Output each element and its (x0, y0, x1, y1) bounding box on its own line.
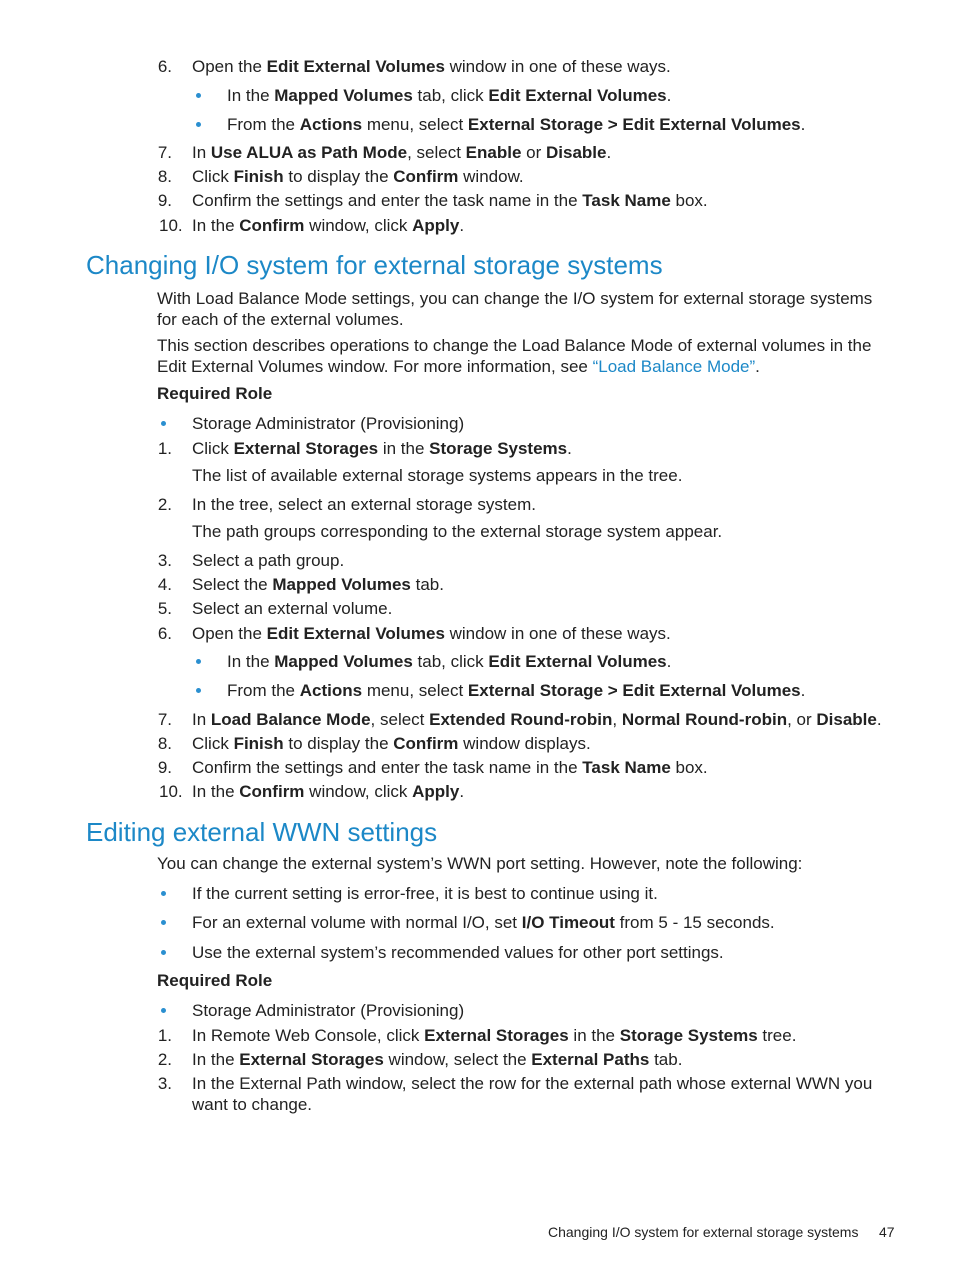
step-number: 4. (157, 575, 172, 594)
bullet-text: From the Actions menu, select External Storage > Edit External Volumes. (227, 115, 806, 134)
step-text: Click Finish to display the Confirm window. (192, 167, 524, 186)
step-text: Select the Mapped Volumes tab. (192, 575, 444, 594)
bullet-text: Use the external system’s recommended values for other port settings. (192, 943, 724, 962)
step-text: Confirm the settings and enter the task name in the Task Name box. (192, 191, 708, 210)
step-text: Confirm the settings and enter the task name in the Task Name box. (192, 758, 708, 777)
step-number: 9. (157, 758, 172, 777)
bullet-icon (161, 950, 166, 955)
step-text: Open the Edit External Volumes window in one of these ways. (192, 624, 671, 643)
step-text: In Load Balance Mode, select Extended Round-robin, Normal Round-robin, or Disable. (192, 710, 882, 729)
bullet-icon (196, 93, 201, 98)
step-number: 10. (159, 782, 183, 801)
step-number: 8. (157, 167, 172, 186)
step-text: Click External Storages in the Storage Systems. (192, 439, 572, 458)
step-number: 7. (157, 710, 172, 729)
bullet-icon (161, 891, 166, 896)
step-number: 9. (157, 191, 172, 210)
page-number: 47 (879, 1224, 895, 1240)
step-text: Select a path group. (192, 551, 345, 570)
step-text: In the External Path window, select the row for the external path whose external WWN you want to change. (192, 1074, 873, 1114)
paragraph: This section describes operations to change the Load Balance Mode of external volumes in the Edit External Volumes window. For more information, see “Load Balance Mode”. (157, 336, 872, 376)
step-text: In the Confirm window, click Apply. (192, 782, 465, 801)
role-text: Storage Administrator (Provisioning) (192, 1001, 465, 1020)
bullet-icon (196, 688, 201, 693)
step-text: In Use ALUA as Path Mode, select Enable or Disable. (192, 143, 612, 162)
step-number: 1. (157, 1026, 172, 1045)
step-number: 6. (157, 624, 172, 643)
role-text: Storage Administrator (Provisioning) (192, 414, 465, 433)
step-number: 3. (157, 1074, 172, 1093)
step-number: 10. (159, 216, 183, 235)
bullet-text: For an external volume with normal I/O, set I/O Timeout from 5 - 15 seconds. (192, 913, 775, 932)
bullet-icon (196, 122, 201, 127)
step-text: In the External Storages window, select the External Paths tab. (192, 1050, 683, 1069)
step-number: 5. (157, 599, 172, 618)
bullet-icon (196, 659, 201, 664)
step-number: 7. (157, 143, 172, 162)
bullet-icon (161, 1008, 166, 1013)
step-text: In the Confirm window, click Apply. (192, 216, 465, 235)
section-heading: Changing I/O system for external storage systems (86, 250, 663, 280)
bullet-text: In the Mapped Volumes tab, click Edit External Volumes. (227, 652, 672, 671)
step-text: In the tree, select an external storage system. (192, 495, 536, 514)
step-text: Click Finish to display the Confirm window displays. (192, 734, 591, 753)
step-number: 1. (157, 439, 172, 458)
required-role-heading: Required Role (157, 971, 273, 990)
step-number: 2. (157, 1050, 172, 1069)
paragraph: With Load Balance Mode settings, you can change the I/O system for external storage systems for each of the external volumes. (157, 289, 873, 329)
load-balance-mode-link[interactable]: “Load Balance Mode” (592, 357, 756, 376)
bullet-text: In the Mapped Volumes tab, click Edit External Volumes. (227, 86, 672, 105)
bullet-icon (161, 920, 166, 925)
bullet-icon (161, 421, 166, 426)
step-text: In Remote Web Console, click External Storages in the Storage Systems tree. (192, 1026, 797, 1045)
step-number: 8. (157, 734, 172, 753)
step-note: The list of available external storage systems appears in the tree. (192, 466, 683, 485)
bullet-text: If the current setting is error-free, it is best to continue using it. (192, 884, 658, 903)
step-text: Open the Edit External Volumes window in one of these ways. (192, 57, 671, 76)
step-number: 2. (157, 495, 172, 514)
step-note: The path groups corresponding to the external storage system appear. (192, 522, 723, 541)
footer-title: Changing I/O system for external storage systems (548, 1224, 859, 1240)
bullet-text: From the Actions menu, select External Storage > Edit External Volumes. (227, 681, 806, 700)
section-heading: Editing external WWN settings (86, 817, 438, 847)
required-role-heading: Required Role (157, 384, 273, 403)
step-text: Select an external volume. (192, 599, 393, 618)
step-number: 3. (157, 551, 172, 570)
step-number: 6. (157, 57, 172, 76)
paragraph: You can change the external system’s WWN port setting. However, note the following: (157, 854, 803, 873)
